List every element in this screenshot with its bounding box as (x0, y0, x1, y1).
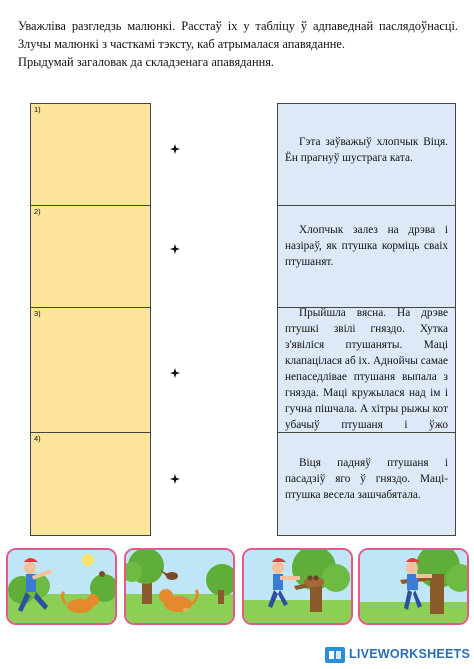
text-box-text: Прыйшла вясна. На дрэве птушкі звілі гняздо. Хутка з'явіліся птушаняты. Маці клапацілася аб іх. Аднойчы самае непаседлівае птушаня выпала з гнязда. Маці кружылася над ім і гучна пішчала. А хітры рыжы кот убачыў птушаня і ўжо (285, 307, 448, 431)
picture-cat-under-tree-with-bird[interactable] (124, 548, 235, 625)
drop-box-3[interactable] (30, 307, 151, 433)
drop-box-number: 3) (34, 309, 41, 318)
connector-dot-2[interactable] (170, 244, 180, 254)
drop-box-2[interactable] (30, 205, 151, 308)
picture-boy-in-tree-with-nest[interactable] (242, 548, 353, 625)
text-box-4[interactable] (277, 432, 456, 536)
instructions (18, 17, 458, 71)
text-box-3[interactable] (277, 307, 456, 433)
instruction-text: Уважліва разгледзь малюнкі. Расстаў іх у табліцу ў адпаведнай паслядоўнасці. Злучы малюнкі з часткамі тэксту, каб атрымалася апавяданне. (18, 19, 458, 51)
text-box-2[interactable] (277, 205, 456, 308)
logo-icon (325, 647, 345, 663)
drop-box-number: 1) (34, 105, 41, 114)
connector-dot-3[interactable] (170, 368, 180, 378)
drop-box-number: 2) (34, 207, 41, 216)
connector-dot-4[interactable] (170, 474, 180, 484)
logo-text: LIVEWORKSHEETS (349, 647, 471, 661)
text-box-1[interactable] (277, 103, 456, 206)
text-box-text: Хлопчык залез на дрэва і назіраў, як птушка корміць сваіх птушанят. (285, 224, 448, 268)
text-box-text: Віця падняў птушаня і пасадзіў яго ў гняздо. Маці-птушка весела зашчабятала. (285, 457, 448, 501)
drop-box-1[interactable] (30, 103, 151, 206)
drop-box-4[interactable] (30, 432, 151, 536)
instruction-title-task: Прыдумай загаловак да складзенага апавядання. (18, 55, 275, 69)
picture-boy-chasing-cat[interactable] (6, 548, 117, 625)
text-box-text: Гэта заўважыў хлопчык Віця. Ён прагнуў шустрага ката. (285, 136, 448, 164)
drop-box-number: 4) (34, 434, 41, 443)
picture-boy-climbing-tree[interactable] (358, 548, 469, 625)
connector-dot-1[interactable] (170, 144, 180, 154)
